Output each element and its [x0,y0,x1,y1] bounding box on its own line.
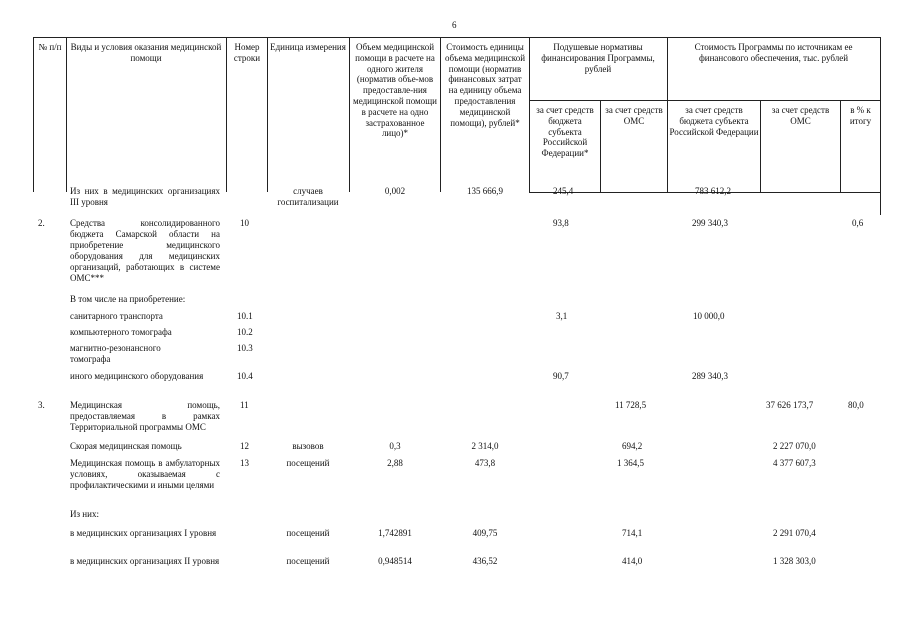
row-label: санитарного транспорта [70,311,163,321]
row-program-oms: 2 291 070,4 [773,528,816,538]
row-label: магнитно-резонансного томографа [70,343,161,364]
row-per-capita-budget: 93,8 [553,218,569,228]
row-per-capita-budget: 90,7 [553,371,569,381]
table-rule [267,37,268,192]
header-unit: Единица измерения [270,42,346,52]
row-program-budget: 299 340,3 [692,218,728,228]
row-label: компьютерного томографа [70,327,172,337]
row-cost: 2 314,0 [471,441,499,451]
row-program-oms: 37 626 173,7 [766,400,814,410]
table-rule [760,100,761,192]
row-per-capita-oms: 714,1 [622,528,643,538]
row-program-budget: 783 612,2 [695,186,731,196]
row-label: Из них: [70,509,99,519]
row-number: 10.4 [237,371,253,381]
table-rule [529,100,880,101]
table-rule [529,37,530,192]
row-volume: 1,742891 [378,528,412,538]
row-label: В том числе на приобретение: [70,294,186,304]
header-per-capita: Подушевые нормативы финансирования Программы, рублей [541,42,655,74]
row-volume: 0,002 [384,186,406,196]
header-per-capita-oms: за счет средств ОМС [605,105,663,126]
header-unit-cost: Стоимость единицы объема медицинской помощи (норматив финансовых затрат на единицу объема предоставления медицинской помощи), рублей* [444,42,526,128]
row-volume: 2,88 [387,458,403,468]
row-pct: 0,6 [852,218,864,228]
row-num: 2. [38,218,45,228]
table-rule [600,100,601,192]
row-label: Из них в медицинских организациях III уровня [70,186,220,207]
header-num: № п/п [38,42,62,52]
header-program-cost: Стоимость Программы по источникам ее финансового обеспечения, тыс. рублей [694,42,853,63]
row-per-capita-budget: 245,4 [553,186,574,196]
row-program-oms: 4 377 607,3 [773,458,816,468]
row-per-capita-oms: 414,0 [622,556,643,566]
row-unit: посещений [286,528,330,538]
header-per-capita-budget: за счет средств бюджета субъекта Российской Федерации* [536,105,594,159]
table-rule [33,37,880,38]
row-per-capita-oms: 694,2 [622,441,643,451]
row-cost: 135 666,9 [467,186,503,196]
row-unit: вызовов [292,441,324,451]
row-unit: случаев госпитализации [277,186,339,207]
header-program-pct: в % к итогу [849,105,872,126]
table-rule [349,37,350,192]
table-rule [667,37,668,192]
row-per-capita-budget: 3,1 [556,311,568,321]
table-rule [880,37,881,215]
row-cost: 409,75 [472,528,498,538]
row-program-oms: 1 328 303,0 [773,556,816,566]
row-number: 10 [240,218,249,228]
row-unit: посещений [286,458,330,468]
table-rule [33,37,34,192]
row-label: в медицинских организациях II уровня [70,556,220,566]
row-number: 10.1 [237,311,253,321]
row-label: иного медицинского оборудования [70,371,204,381]
row-cost: 436,52 [472,556,498,566]
row-num: 3. [38,400,45,410]
row-number: 10.3 [237,343,253,353]
row-label: Медицинская помощь, предоставляемая в рамках Территориальной программы ОМС [70,400,220,432]
header-volume: Объем медицинской помощи в расчете на одного жителя (норматив объе-мов предоставле-ния медицинской помощи в расчете на одно застрахованное лицо)* [353,42,437,139]
row-number: 10.2 [237,327,253,337]
financing-table [0,37,905,637]
row-label: в медицинских организациях I уровня [70,528,217,538]
header-types: Виды и условия оказания медицинской помощи [70,42,222,63]
row-pct: 80,0 [848,400,864,410]
row-number: 11 [240,400,249,410]
header-program-budget: за счет средств бюджета субъекта Российской Федерации [669,105,759,137]
row-program-budget: 10 000,0 [693,311,725,321]
page-number: 6 [452,20,457,30]
row-program-oms: 2 227 070,0 [773,441,816,451]
row-number: 12 [240,441,249,451]
row-per-capita-oms: 11 728,5 [615,400,647,410]
row-label: Медицинская помощь в амбулаторных условиях, оказываемая с профилактическими и иными целями [70,458,220,490]
row-unit: посещений [286,556,330,566]
table-rule [66,37,67,192]
row-number: 13 [240,458,249,468]
table-rule [440,37,441,192]
row-volume: 0,3 [389,441,401,451]
row-volume: 0,948514 [378,556,412,566]
row-program-budget: 289 340,3 [692,371,728,381]
row-label: Скорая медицинская помощь [70,441,182,451]
header-program-oms: за счет средств ОМС [771,105,830,126]
row-per-capita-oms: 1 364,5 [617,458,644,468]
row-label: Средства консолидированного бюджета Самарской области на приобретение медицинского оборудования для медицинских организаций, работающих в системе ОМС*** [70,218,220,283]
row-cost: 473,8 [474,458,496,468]
header-row-number: Номер строки [233,42,261,63]
